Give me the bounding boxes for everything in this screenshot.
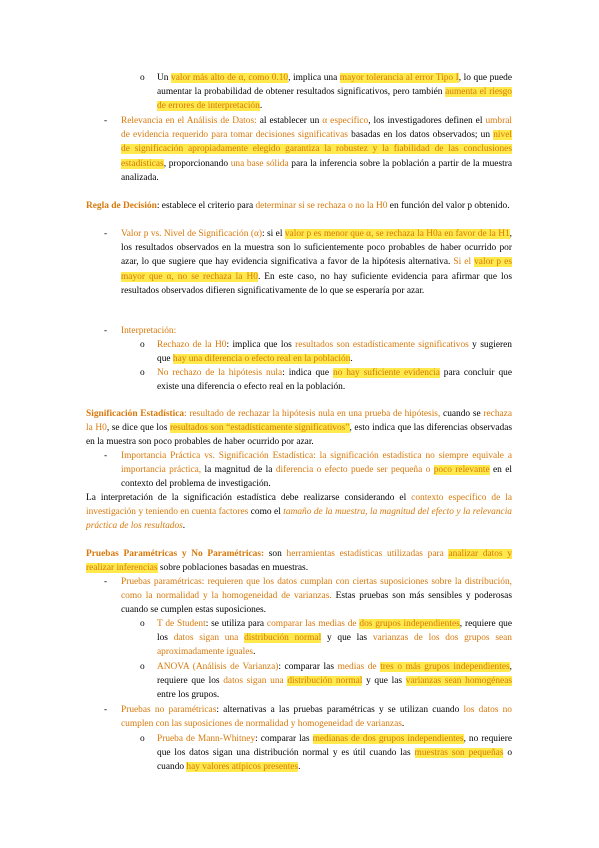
dash-bullet-icon: - (104, 451, 108, 461)
parametric-tests-text: Pruebas paramétricas: requieren que los datos cumplan con ciertas suposiciones sobre la distribución, como la normalidad y la homogeneidad de varianzas. Estas pruebas son más sensibles y poderosas cuando se cumplen estas suposiciones. (121, 577, 512, 616)
circle-bullet-icon: o (140, 368, 145, 378)
dash-bullet-icon: - (104, 326, 108, 336)
circle-bullet-icon: o (140, 734, 145, 744)
dash-bullet-icon: - (104, 229, 108, 239)
relevance-text: Relevancia en el Análisis de Datos: al establecer un α específico, los investigadores definen el umbral de evidencia requerido para tomar decisiones significativas basadas en los datos observados; un nivel de significación apropiadamente elegido garantiza la robustez y la fiabilidad de las conclusiones estadísticas, proporcionando una base sólida para la inferencia sobre la población a partir de la muestra analizada. (121, 116, 512, 183)
reject-h0-text: Rechazo de la H0: implica que los resultados son estadísticamente significativos y sugieren que hay una diferencia o efecto real en la población. (157, 340, 512, 365)
alpha-tolerance-text: Un valor más alto de α, como 0.10, implica una mayor tolerancia al error Tipo I, lo que puede aumentar la probabilidad de obtener resultados significativos, pero también aumenta el riesgo de errores de interpretación. (157, 73, 512, 112)
circle-bullet-icon: o (140, 662, 145, 672)
dash-bullet-icon: - (104, 577, 108, 587)
interpretation-note: La interpretación de la significación estadística debe realizarse considerando el contexto específico de la investigación y teniendo en cuenta factores como el tamaño de la muestra, la magnitud del efecto y la relevancia práctica de los resultados. (86, 493, 512, 532)
nonparametric-tests-text: Pruebas no paramétricas: alternativas a las pruebas paramétricas y se utilizan cuando los datos no cumplen con las suposiciones de normalidad y homogeneidad de varianzas. (121, 705, 512, 730)
circle-bullet-icon: o (140, 73, 145, 83)
dash-bullet-icon: - (104, 705, 108, 715)
pvalue-text: Valor p vs. Nivel de Significación (α): si el valor p es menor que α, se rechaza la H0a en favor de la H1, los resultados observados en la muestra son lo suficientemente poco probables de haber ocurrido por azar, lo que sugiere que hay evidencia significativa a favor de la hipótesis alternativa. Si el valor p es mayor que α, no se rechaza la H0. En este caso, no hay suficiente evidencia para afirmar que los resultados observados difieren significativamente de lo que se esperaría por azar. (121, 229, 513, 296)
anova-text: ANOVA (Análisis de Varianza): comparar las medias de tres o más grupos independientes, requiere que los datos sigan una distribución normal y que las varianzas sean homogéneas entre los grupos. (157, 662, 513, 701)
practical-importance-text: Importancia Práctica vs. Significación Estadística: la significación estadística no siempre equivale a importancia práctica, la magnitud de la diferencia o efecto puede ser pequeña o poco relevante en el contexto del problema de investigación. (121, 451, 513, 490)
no-reject-h0-text: No rechazo de la hipótesis nula: indica que no hay suficiente evidencia para concluir que existe una diferencia o efecto real en la población. (157, 368, 512, 393)
tests-intro-paragraph: Pruebas Paramétricas y No Paramétricas: son herramientas estadísticas utilizadas para analizar datos y realizar inferencias sobre poblaciones basadas en muestras. (86, 549, 512, 574)
dash-bullet-icon: - (104, 116, 108, 126)
decision-rule-paragraph: Regla de Decisión: establece el criterio para determinar si se rechaza o no la H0 en función del valor p obtenido. (86, 201, 510, 211)
mann-whitney-text: Prueba de Mann-Whitney: comparar las medianas de dos grupos independientes, no requiere que los datos sigan una distribución normal y es útil cuando las muestras son pequeñas o cuando hay valores atípicos presentes. (157, 734, 512, 773)
circle-bullet-icon: o (140, 340, 145, 350)
circle-bullet-icon: o (140, 619, 145, 629)
t-student-text: T de Student: se utiliza para comparar las medias de dos grupos independientes, requiere que los datos sigan una distribución normal y que las varianzas de los dos grupos sean aproximadamente iguales. (157, 619, 513, 658)
interpretation-label: Interpretación: (121, 326, 177, 336)
significance-paragraph: Significación Estadística: resultado de rechazar la hipótesis nula en una prueba de hipótesis, cuando se rechaza la H0, se dice que los resultados son “estadísticamente significativos”, esto indica que las diferencias observadas en la muestra son poco probables de haber ocurrido por azar. (86, 409, 513, 448)
